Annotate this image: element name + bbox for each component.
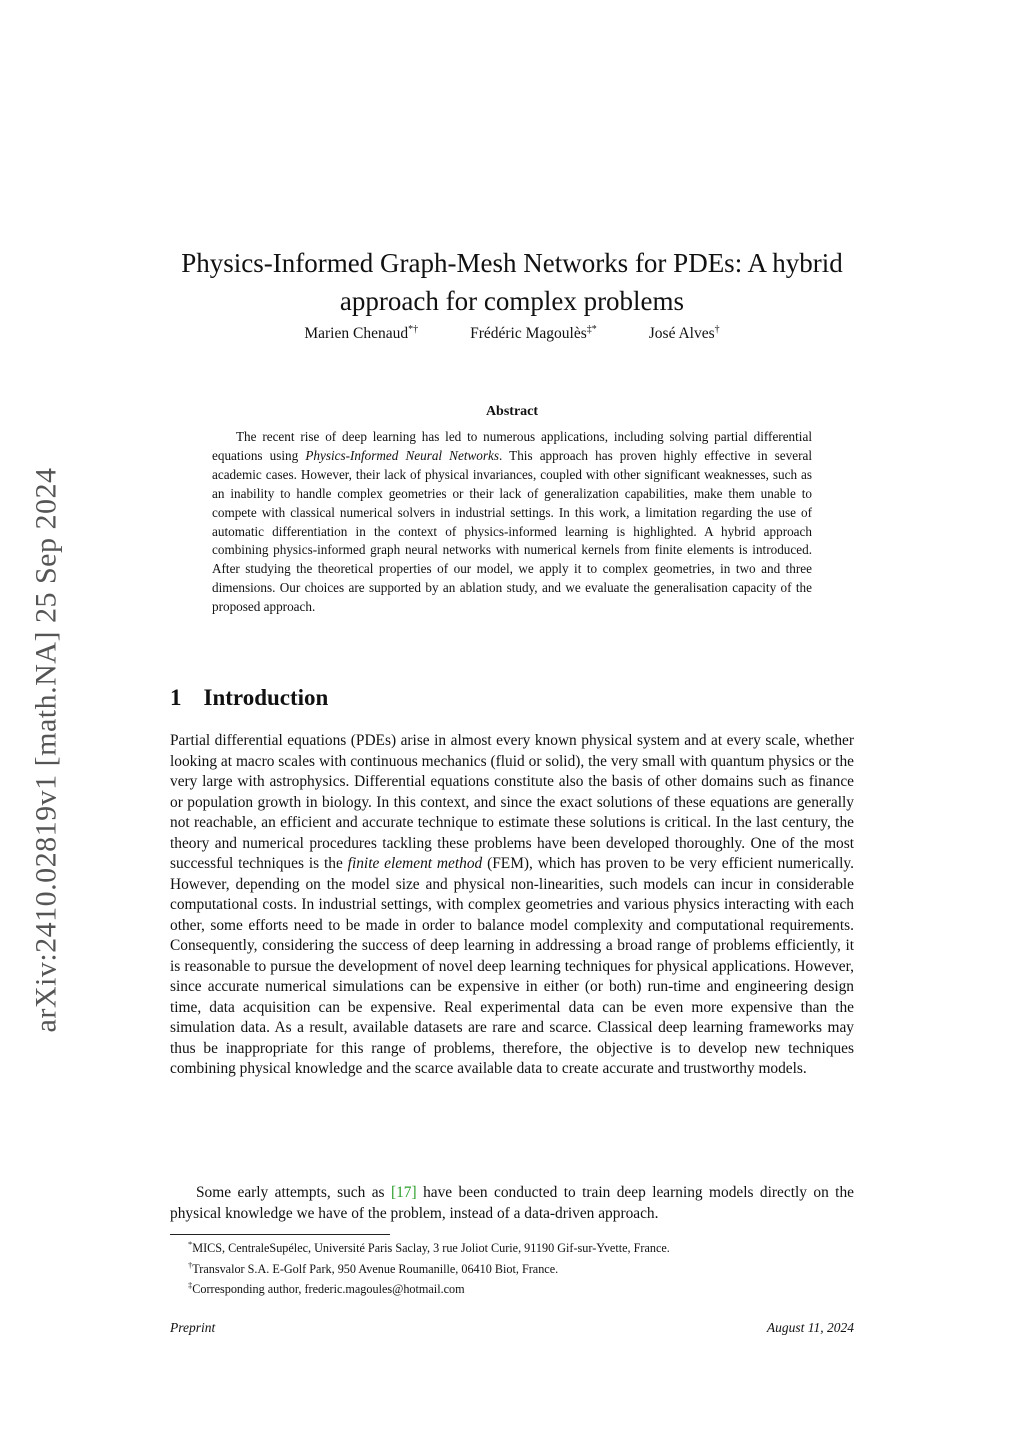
author: José Alves† bbox=[648, 324, 720, 343]
arxiv-identifier: arXiv:2410.02819v1 [math.NA] 25 Sep 2024 bbox=[29, 467, 62, 1033]
intro-paragraph: Some early attempts, such as [17] have been conducted to train deep learning models directly on the physical knowledge we have of the problem, instead of a data-driven approach. bbox=[170, 1184, 854, 1222]
section-number: 1 bbox=[170, 685, 182, 710]
footnote: ‡Corresponding author, frederic.magoules@hotmail.com bbox=[188, 1280, 465, 1297]
arxiv-sidebar bbox=[20, 425, 72, 1075]
footer-left: Preprint bbox=[170, 1320, 216, 1335]
section-heading bbox=[170, 685, 328, 711]
abstract-heading: Abstract bbox=[485, 404, 539, 419]
page-footer bbox=[170, 1320, 854, 1336]
section-title: Introduction bbox=[203, 685, 329, 710]
abstract-text: The recent rise of deep learning has led to numerous applications, including solving partial differential equations using Physics-Informed Neural Networks. This approach has proven highly effective in several academic cases. However, their lack of physical invariances, coupled with other significant weaknesses, such as an inability to handle complex geometries or their lack of generalization capabilities, make them unable to compete with classical numerical solvers in industrial settings. In this work, a limitation regarding the use of automatic differentiation in the context of physics-informed learning is highlighted. A hybrid approach combining physics-informed graph neural networks with numerical kernels from finite elements is introduced. After studying the theoretical properties of our model, we apply it to complex geometries, in two and three dimensions. Our choices are supported by an ablation study, and we evaluate the generalisation capacity of the proposed approach. bbox=[212, 429, 812, 615]
citation-link[interactable]: [17] bbox=[390, 1184, 417, 1201]
paper-title: Physics-Informed Graph-Mesh Networks for PDEs: A hybrid approach for complex problems bbox=[181, 248, 843, 317]
author: Frédéric Magoulès‡* bbox=[470, 324, 597, 343]
footnote: †Transvalor S.A. E-Golf Park, 950 Avenue Roumanille, 06410 Biot, France. bbox=[188, 1259, 559, 1276]
author-list bbox=[170, 324, 854, 343]
intro-paragraph: Partial differential equations (PDEs) arise in almost every known physical system and at every scale, whether looking at macro scales with continuous mechanics (fluid or solid), the very small with quantum physics or the very large with astrophysics. Differential equations constitute also the basis of other domains such as finance or population growth in biology. In this context, and since the exact solutions of these equations are generally not reachable, an efficient and accurate technique to estimate these solutions is critical. In the last century, the theory and numerical procedures tackling these problems have been developed thoroughly. One of the most successful techniques is the finite element method (FEM), which has proven to be very efficient numerically. However, depending on the model size and physical non-linearities, such models can incur in considerable computational costs. In industrial settings, with complex geometries and various physics interacting with each other, some efforts need to be made in order to balance model complexity and computational requirements. Consequently, considering the success of deep learning in addressing a broad range of problems efficiently, it is reasonable to pursue the development of novel deep learning techniques for physical applications. However, since accurate numerical simulations can be expensive in either (or both) run-time and engineering design time, data acquisition can be expensive. Real experimental data can be even more expensive than the simulation data. As a result, available datasets are rare and scarce. Classical deep learning frameworks may thus be inappropriate for this range of problems, therefore, the objective is to develop new techniques combining physical knowledge and the scarce available data to create accurate and trustworthy models. bbox=[170, 732, 854, 1077]
footnotes bbox=[170, 1236, 854, 1298]
footnote: *MICS, CentraleSupélec, Université Paris Saclay, 3 rue Joliot Curie, 91190 Gif-sur-Yvette, France. bbox=[188, 1239, 670, 1256]
author: Marien Chenaud*† bbox=[304, 324, 419, 343]
footer-date: August 11, 2024 bbox=[766, 1320, 854, 1335]
footnote-divider bbox=[170, 1234, 390, 1235]
